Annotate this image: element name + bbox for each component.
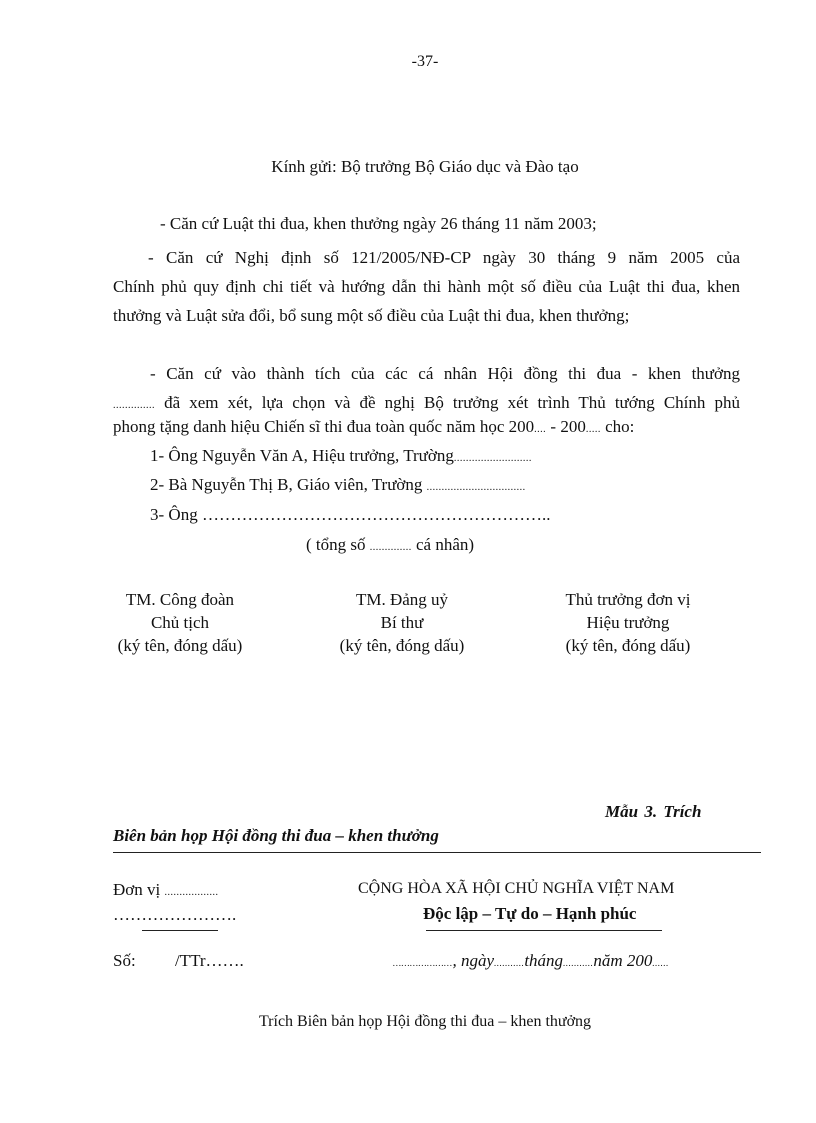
total-count [306,535,474,555]
total-pre: ( tổng số [306,535,370,554]
signature-note: (ký tên, đóng dấu) [339,636,465,655]
unit-line-2: …………………. [113,905,237,924]
unit-underline [142,930,218,931]
country-name: CỘNG HÒA XÃ HỘI CHỦ NGHĨA VIỆT NAM [358,880,675,897]
date-dots-3: ........... [563,958,594,968]
paragraph-achievement-second-line [113,388,740,420]
total-post: cá nhân) [411,535,475,554]
unit-dots: .................. [164,887,219,898]
year-dots-1: .... [534,424,547,435]
signature-title: Chủ tịch [150,613,210,632]
paragraph-legal-basis-1: - Căn cứ Luật thi đua, khen thưởng ngày 26 tháng 11 năm 2003; [160,214,597,233]
paragraph-legal-basis-2-rest: Chính phủ quy định chi tiết và hướng dẫn thi hành một số điều của Luật thi đua, khen thưởng và Luật sửa đổi, bổ sung một số điều của Luật thi đua, khen thưởng; [113,277,740,325]
signature-block-head [548,588,708,657]
national-motto: Độc lập – Tự do – Hạnh phúc [423,904,637,923]
signature-block-party [322,588,482,657]
document-number-suffix: /TTr……. [175,951,244,970]
motto-underline [426,930,662,931]
date-dots-2: ........... [494,958,525,968]
date-day-label: , ngày [452,951,495,970]
signature-note: (ký tên, đóng dấu) [117,636,243,655]
paragraph-achievement-third-line [113,417,634,437]
list-item-3: 3- Ông …………………………………………………….. [150,505,551,524]
date-dots-4: ...... [652,958,669,968]
list-item-1-dots: .......................... [453,453,532,464]
year-dots-2: ..... [585,424,601,435]
year-pre-text: phong tặng danh hiệu Chiến sĩ thi đua toàn quốc năm học 200 [113,417,535,436]
council-dots: .............. [113,400,155,411]
signature-title: Hiệu trưởng [586,613,670,632]
list-item-1 [150,446,532,466]
form-title-rule [113,852,761,853]
signature-block-union [100,588,260,657]
total-dots: .............. [369,542,412,553]
document-number-label: Số: [113,951,136,970]
date-line [393,951,669,971]
excerpt-title: Trích Biên bản họp Hội đồng thi đua – khen thưởng [258,1013,592,1030]
signature-title: Bí thư [380,613,424,632]
paragraph-achievement-first-line: - Căn cứ vào thành tích của các cá nhân Hội đồng thi đua - khen thưởng [150,364,740,383]
list-item-2-dots: ................................. [426,482,526,493]
form-number: Mẫu 3. Trích [605,802,702,821]
date-year-label: năm 200 [593,951,653,970]
date-dots-1: ………………… [393,958,453,968]
signature-note: (ký tên, đóng dấu) [565,636,691,655]
council-text: đã xem xét, lựa chọn và đề nghị Bộ trưởng xét trình Thủ tướng Chính phủ [155,393,740,412]
signature-org: TM. Công đoàn [125,590,235,609]
page-number: -37- [411,53,439,70]
list-item-2 [150,475,526,495]
unit-line-1 [113,880,219,900]
signature-org: Thủ trưởng đơn vị [565,590,691,609]
list-item-2-text: 2- Bà Nguyễn Thị B, Giáo viên, Trường [150,475,427,494]
greeting-line: Kính gửi: Bộ trưởng Bộ Giáo dục và Đào tạo [271,157,579,176]
signature-org: TM. Đảng uỷ [355,590,449,609]
paragraph-legal-basis-2-first-line: - Căn cứ Nghị định số 121/2005/NĐ-CP ngày 30 tháng 9 năm 2005 của [148,248,740,267]
date-month-label: tháng [524,951,564,970]
list-item-1-text: 1- Ông Nguyễn Văn A, Hiệu trưởng, Trường [150,446,454,465]
unit-label: Đơn vị [113,880,165,899]
form-title: Biên bản họp Hội đồng thi đua – khen thưởng [113,826,439,845]
year-mid-text: - 200 [546,417,586,436]
year-post-text: cho: [600,417,635,436]
